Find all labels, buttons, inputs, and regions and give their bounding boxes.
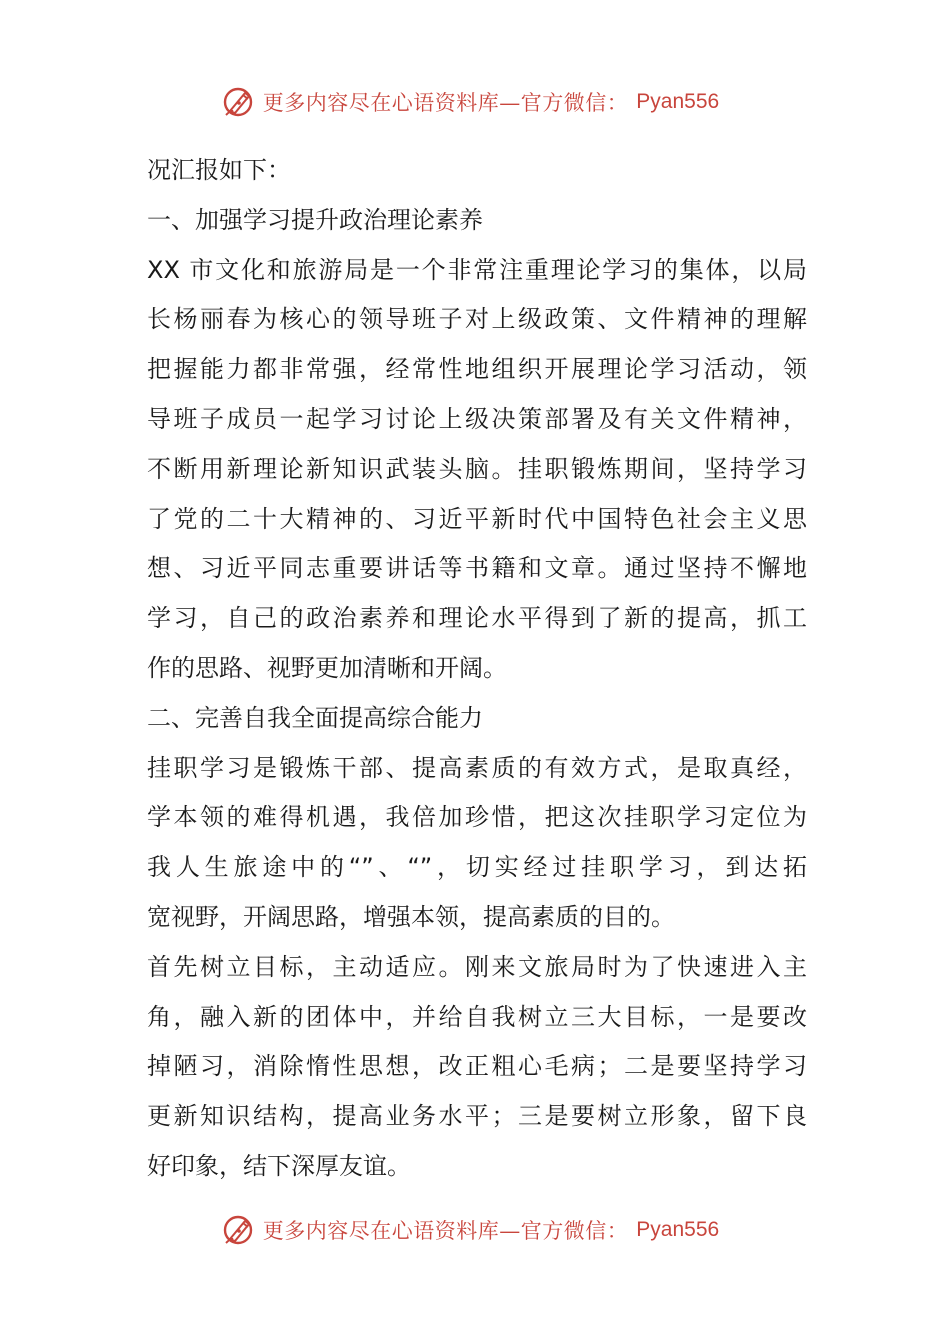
- text-line: 我人生旅途中的“”、“”，切实经过挂职学习，到达拓: [147, 853, 807, 882]
- header-banner: [0, 82, 950, 122]
- text-line: XX 市文化和旅游局是一个非常注重理论学习的集体，以局: [147, 255, 807, 284]
- pen-nib-circle-icon: [221, 84, 257, 120]
- text-line: 掉陋习，消除惰性思想，改正粗心毛病；二是要坚持学习: [147, 1052, 807, 1081]
- text-line: 首先树立目标，主动适应。刚来文旅局时为了快速进入主: [147, 952, 807, 981]
- footer-banner-inner: [221, 1212, 719, 1248]
- header-banner-text: 更多内容尽在心语资料库—官方微信：: [262, 91, 629, 115]
- header-banner-wechat-id: Pyan556: [636, 90, 720, 113]
- text-line: 挂职学习是锻炼干部、提高素质的有效方式，是取真经，: [147, 753, 807, 782]
- text-line: 宽视野，开阔思路，增强本领，提高素质的目的。: [147, 902, 675, 931]
- text-line: 二、完善自我全面提高综合能力: [147, 703, 483, 732]
- text-line: 导班子成员一起学习讨论上级决策部署及有关文件精神，: [147, 404, 807, 433]
- text-line: 长杨丽春为核心的领导班子对上级政策、文件精神的理解: [147, 305, 807, 334]
- footer-banner: [0, 1210, 950, 1250]
- pen-nib-circle-icon: [221, 1212, 257, 1248]
- text-line: 把握能力都非常强，经常性地组织开展理论学习活动，领: [147, 355, 807, 384]
- text-line: 学习，自己的政治素养和理论水平得到了新的提高，抓工: [147, 604, 807, 633]
- footer-banner-wechat-id: Pyan556: [636, 1218, 720, 1241]
- text-line: 更新知识结构，提高业务水平；三是要树立形象，留下良: [147, 1102, 807, 1131]
- text-line: 不断用新理论新知识武装头脑。挂职锻炼期间，坚持学习: [147, 454, 807, 483]
- text-line: 学本领的难得机遇，我倍加珍惜，把这次挂职学习定位为: [147, 803, 807, 832]
- text-line: 想、习近平同志重要讲话等书籍和文章。通过坚持不懈地: [147, 554, 807, 583]
- text-line: 作的思路、视野更加清晰和开阔。: [147, 653, 507, 682]
- footer-banner-text: 更多内容尽在心语资料库—官方微信：: [262, 1219, 629, 1243]
- text-line: 一、加强学习提升政治理论素养: [147, 205, 483, 234]
- text-line: 况汇报如下：: [147, 156, 291, 184]
- header-banner-inner: [221, 84, 719, 120]
- text-line: 好印象，结下深厚友谊。: [147, 1151, 411, 1180]
- text-line: 角，融入新的团体中，并给自我树立三大目标，一是要改: [147, 1002, 807, 1031]
- text-line: 了党的二十大精神的、习近平新时代中国特色社会主义思: [147, 504, 807, 533]
- document-body: [147, 146, 807, 1192]
